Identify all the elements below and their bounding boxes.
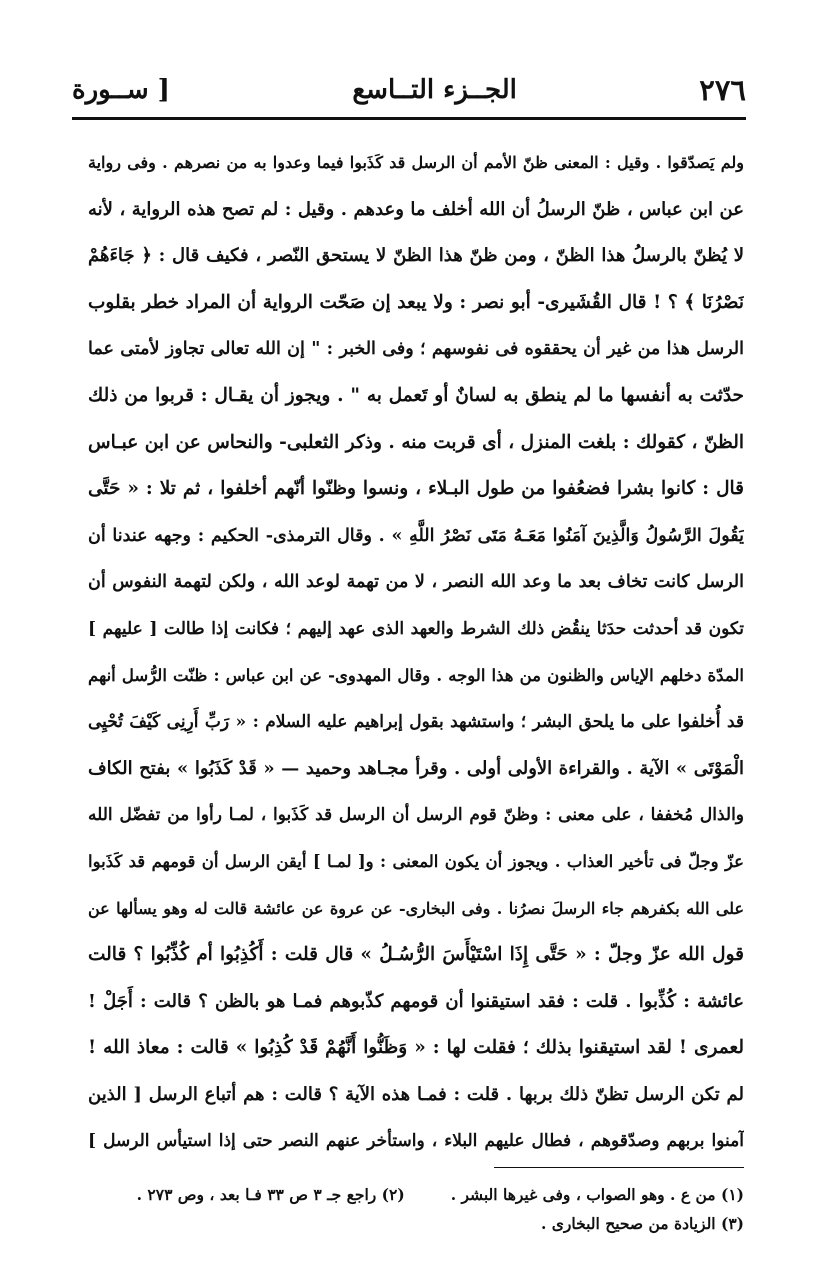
- text-line: تكون قد أحدثت حدَثا ينقُض ذلك الشرط والعهد الذى عهد إليهم ؛ فكانت إذا طالت [ عليهم ]: [88, 618, 744, 639]
- text-line: الظنّ ، كقولك : بلغت المنزل ، أى قربت منه . وذكر الثعلبى- والنحاس عن ابن عبـاس: [88, 431, 744, 453]
- footnote: (١) من ع . وهو الصواب ، وفى غيرها البشر .: [450, 1185, 744, 1204]
- body-text: [88, 140, 744, 1165]
- text-line: والذال مُخففا ، على معنى : وظنّ قوم الرسل أن الرسل قد كَذَبوا ، لمـا رأوا من تفضّل الله: [88, 805, 744, 826]
- text-line: عائشة : كُذِّبوا . قلت : فقد استيقنوا أن قومهم كذّبوهم فمـا هو بالظن ؟ قالت : أَجَلْ !: [88, 990, 744, 1012]
- text-line: نَصْرُنَا ﴾ ؟ ! قال القُشَيرى- أبو نصر : ولا يبعد إن صَحّت الرواية أن المراد خطر بقلوب: [88, 291, 744, 313]
- footnote-line: [96, 1209, 744, 1238]
- text-line: قال : كانوا بشرا فضعُفوا من طول البـلاء ، ونسوا وظنّوا أنّهم أخلفوا ، ثم تلا : « حَتَّى: [88, 478, 744, 500]
- text-line: لعمرى ! لقد استيقنوا بذلك ؛ فقلت لها : « وَظَنُّوا أَنَّهُمْ قَدْ كُذِبُوا » قالت : معاذ الله !: [88, 1037, 744, 1059]
- text-line: الْمَوْتَى » الآية . والقراءة الأولى أولى . وقرأ مجـاهد وحميد — « قَدْ كَذَبُوا » بفتح الكاف: [88, 757, 744, 779]
- footnotes: [96, 1180, 744, 1238]
- text-line: المدّة دخلهم الإياس والظنون من هذا الوجه . وقال المهدوى- عن ابن عباس : ظنّت الرُّسل أنهم: [88, 665, 744, 685]
- header-rule: [72, 117, 746, 120]
- text-line: قد أُخلفوا على ما يلحق البشر ؛ واستشهد بقول إبراهيم عليه السلام : « رَبِّ أَرِنِى كَيْفَ تُحْيِى: [88, 712, 744, 733]
- text-line: آمنوا بربهم وصدّقوهم ، فطال عليهم البلاء ، واستأخر عنهم النصر حتى إذا استيأس الرسل ]: [88, 1131, 744, 1152]
- footnote: (٣) الزيادة من صحيح البخارى .: [540, 1214, 744, 1233]
- running-head: الجــزء التــاسع: [352, 75, 517, 105]
- page-header: [72, 68, 746, 112]
- text-line: ولم يَصدّقوا . وقيل : المعنى ظنّ الأمم أن الرسل قد كَذَبوا فيما وعدوا به من نصرهم . وفى رواية: [88, 153, 744, 172]
- text-line: على الله بكفرهم جاء الرسلَ نصرُنا . وفى البخارى- عن عروة عن عائشة قالت له وهو يسألها عن: [88, 898, 744, 918]
- page-number: ٢٧٦: [699, 73, 746, 107]
- text-line: يَقُولَ الرَّسُولُ وَالَّذِينَ آمَنُوا مَعَـهُ مَتَى نَصْرُ اللَّهِ » . وقال الترمذى- الحكيم : وجهه عندنا أن: [88, 525, 744, 546]
- text-line: لم تكن الرسل تظنّ ذلك بربها . قلت : فمـا هذه الآية ؟ قالت : هم أتباع الرسل [ الذين: [88, 1083, 744, 1105]
- text-line: الرسل هذا من غير أن يحققوه فى نفوسهم ؛ وفى الخبر : " إن الله تعالى تجاوز لأمتى عما: [88, 339, 744, 360]
- text-line: لا يُظنّ بالرسلُ هذا الظنّ ، ومن ظنّ هذا الظنّ لا يستحق النّصر ، فكيف قال : ﴿ جَاءَهُمْ: [88, 245, 744, 267]
- text-line: الرسل كانت تخاف بعد ما وعد الله النصر ، لا من تهمة لوعد الله ، ولكن لتهمة النفوس أن: [88, 572, 744, 593]
- text-line: عزّ وجلّ فى تأخير العذاب . ويجوز أن يكون المعنى : و[ لمـا ] أيقن الرسل أن قومهم قد كَذَبوا: [88, 851, 744, 871]
- text-line: حدّثت به أنفسها ما لم ينطق به لسانٌ أو تَعمل به " . ويجوز أن يقـال : قربوا من ذلك: [88, 384, 744, 406]
- footnote: (٢) راجع جـ ٣ ص ٣٣ فـا بعد ، وص ٢٧٣ .: [136, 1185, 405, 1204]
- footnote-line: [96, 1180, 744, 1209]
- text-line: عن ابن عباس ، ظنّ الرسلُ أن الله أخلف ما وعدهم . وقيل : لم تصح هذه الرواية ، لأنه: [88, 198, 744, 220]
- text-line: قول الله عزّ وجلّ : « حَتَّى إِذَا اسْتَيْأَسَ الرُّسُـلُ » قال قلت : أَكُذِبُوا أم كُذِّبُوا ؟ قالت: [88, 944, 744, 966]
- footnote-rule: [494, 1167, 744, 1168]
- surah-label: [ ســورة: [72, 75, 170, 105]
